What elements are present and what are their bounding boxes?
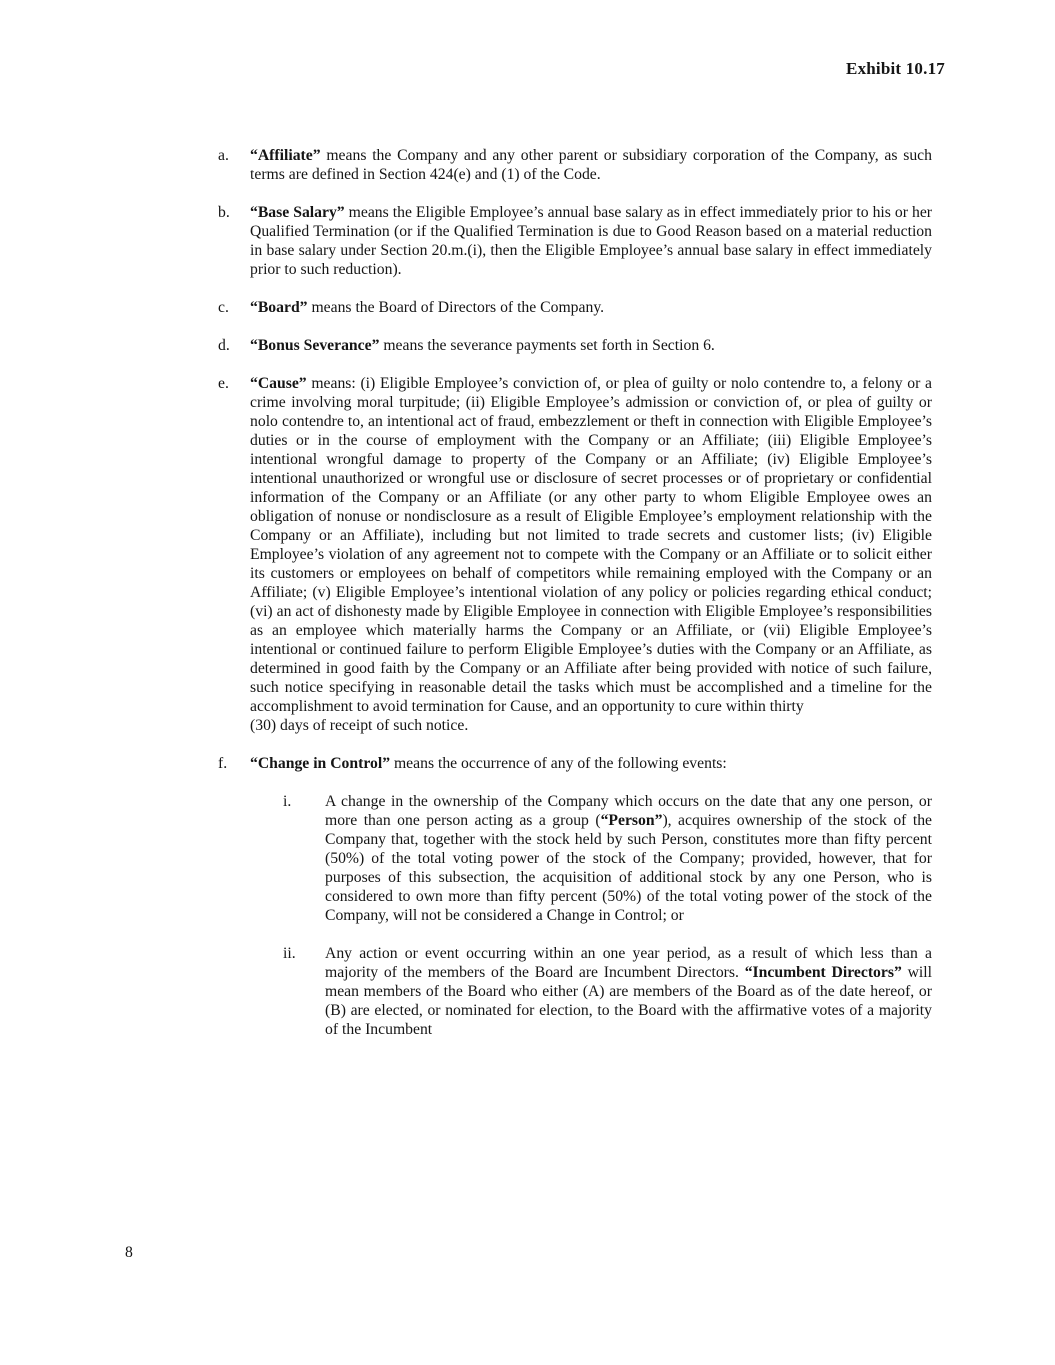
definition-text [250, 754, 932, 773]
page-number: 8 [125, 1244, 133, 1261]
definition-item [218, 146, 932, 184]
subitem-text [325, 944, 932, 1039]
text-segment: Any action or event occurring within an one year period, as a result of which less than a majority of the members of the Board are Incumbent Directors. [325, 945, 932, 981]
defined-term: “Board” [250, 299, 308, 316]
text-segment: means: (i) Eligible Employee’s conviction of, or plea of guilty or nolo contendre to, a felony or a crime involving moral turpitude; (ii) Eligible Employee’s admission or conviction of, or plea of guilty or nolo contendre to, an intentional act of fraud, embezzlement or theft in connection with Eligible Employee’s duties or in the course of employment with the Company or an Affiliate; (iii) Eligible Employee’s intentional wrongful damage to property of the Company or an Affiliate; (iv) Eligible Employee’s intentional unauthorized or wrongful use or disclosure of secret processes or of proprietary or confidential information of the Company or an Affiliate (or any other party to whom Eligible Employee owes an obligation of nonuse or nondisclosure as a result of Eligible Employee’s employment relationship with the Company or an Affiliate), including but not limited to trade secrets and customer lists; (iv) Eligible Employee’s violation of any agreement not to compete with the Company or an Affiliate or to solicit either its customers or employees on behalf of competitors while remaining employed with the Company or an Affiliate; (v) Eligible Employee’s intentional violation of any policy or policies regarding ethical conduct; (vi) an act of dishonesty made by Eligible Employee in connection with Eligible Employee’s responsibilities as an employee which materially harms the Company or an Affiliate, or (vii) Eligible Employee’s intentional or continued failure to perform Eligible Employee’s duties with the Company or an Affiliate, as determined in good faith by the Company or an Affiliate after being provided with notice of such failure, such notice specifying in reasonable detail the tasks which must be accomplished and a timeline for the accomplishment to avoid termination for Cause, and an opportunity to cure within thirty [250, 375, 932, 715]
definition-text [250, 336, 932, 355]
defined-term: “Cause” [250, 375, 307, 392]
definition-subitem [283, 944, 932, 1039]
definition-item-label: e. [218, 375, 229, 392]
definitions-list [218, 146, 932, 1058]
definition-item-body [250, 146, 932, 184]
definition-text [250, 298, 932, 317]
subitem-text [325, 792, 932, 925]
text-segment: will mean members of the Board who either (A) are members of the Board as of the date hereof, or (B) are elected, or nominated for election, to the Board with the affirmative votes of a majority of the Incumbent [325, 964, 932, 1038]
definition-subitem [283, 792, 932, 925]
definition-item [218, 336, 932, 355]
text-segment: means the occurrence of any of the following events: [390, 755, 727, 772]
definition-item-label: f. [218, 755, 228, 772]
definition-item-label: b. [218, 204, 230, 221]
definition-item [218, 754, 932, 1039]
defined-term: “Affiliate” [250, 147, 321, 164]
definition-text [250, 146, 932, 184]
definition-item [218, 298, 932, 317]
definition-item-body [250, 336, 932, 355]
text-segment: means the Board of Directors of the Company. [307, 299, 605, 316]
definition-item-body [250, 203, 932, 279]
definition-item-label: c. [218, 299, 229, 316]
definition-item [218, 374, 932, 735]
definition-text [250, 374, 932, 735]
subitem-label: i. [283, 793, 292, 810]
text-segment: means the Company and any other parent or subsidiary corporation of the Company, as such terms are defined in Section 424(e) and (1) of the Code. [250, 147, 932, 183]
definition-item-body [250, 374, 932, 735]
defined-term: “Base Salary” [250, 204, 345, 221]
defined-term: “Bonus Severance” [250, 337, 380, 354]
definition-item-body [250, 754, 932, 1039]
defined-term: “Incumbent Directors” [744, 964, 902, 981]
definition-item [218, 203, 932, 279]
definition-item-label: a. [218, 147, 229, 164]
subitem-label: ii. [283, 945, 296, 962]
text-segment: A change in the ownership of the Company which occurs on the date that any one person, or more than one person acting as a group ( [325, 793, 932, 829]
text-segment: ), acquires ownership of the stock of the Company that, together with the stock held by such Person, constitutes more than fifty percent (50%) of the total voting power of the stock of the Company; provided, however, that for purposes of this subsection, the acquisition of additional stock by any one Person, who is considered to own more than fifty percent (50%) of the total voting power of the stock of the Company, will not be considered a Change in Control; or [325, 812, 933, 924]
text-segment: means the severance payments set forth in Section 6. [379, 337, 715, 354]
definition-text [250, 203, 932, 279]
definition-item-label: d. [218, 337, 230, 354]
definition-item-body [250, 298, 932, 317]
text-segment: means the Eligible Employee’s annual base salary as in effect immediately prior to his or her Qualified Termination (or if the Qualified Termination is due to Good Reason based on a material reduction in base salary under Section 20.m.(i), then the Eligible Employee’s annual base salary in effect immediately prior to such reduction). [250, 204, 933, 278]
defined-term: “Person” [600, 812, 663, 829]
defined-term: “Change in Control” [250, 755, 391, 772]
exhibit-label: Exhibit 10.17 [846, 59, 945, 78]
text-segment: (30) days of receipt of such notice. [250, 717, 469, 734]
